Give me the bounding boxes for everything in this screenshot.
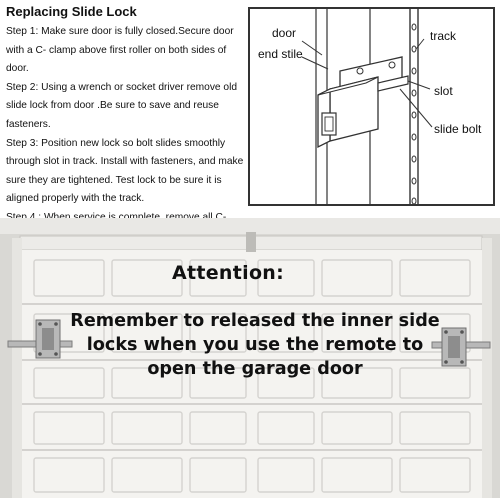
attention-heading: Attention: xyxy=(171,262,285,284)
step-2: Step 2: Using a wrench or socket driver remove old slide lock from door .Be sure to save and reuse fasteners. xyxy=(6,81,238,130)
label-slot: slot xyxy=(434,84,453,98)
instructions-panel xyxy=(0,0,500,218)
label-end-stile: end stile xyxy=(258,47,303,61)
step-1: Step 1: Make sure door is fully closed.Secure door with a C- clamp above first roller on both sides of door. xyxy=(6,26,234,75)
label-track: track xyxy=(430,29,457,43)
garage-door-photo xyxy=(0,218,500,498)
attention-message: Remember to released the inner side locks when you use the remote to open the garage door xyxy=(70,311,440,379)
step-3: Step 3: Position new lock so bolt slides smoothly through slot in track. Install with fasteners, and make sure they are tightened. Test lock to be sure it is aligned properly with the track. xyxy=(6,137,244,205)
label-slide-bolt: slide bolt xyxy=(434,122,482,136)
slide-lock-diagram xyxy=(248,7,495,206)
instructions-title: Replacing Slide Lock xyxy=(6,4,137,19)
label-door: door xyxy=(272,26,297,40)
